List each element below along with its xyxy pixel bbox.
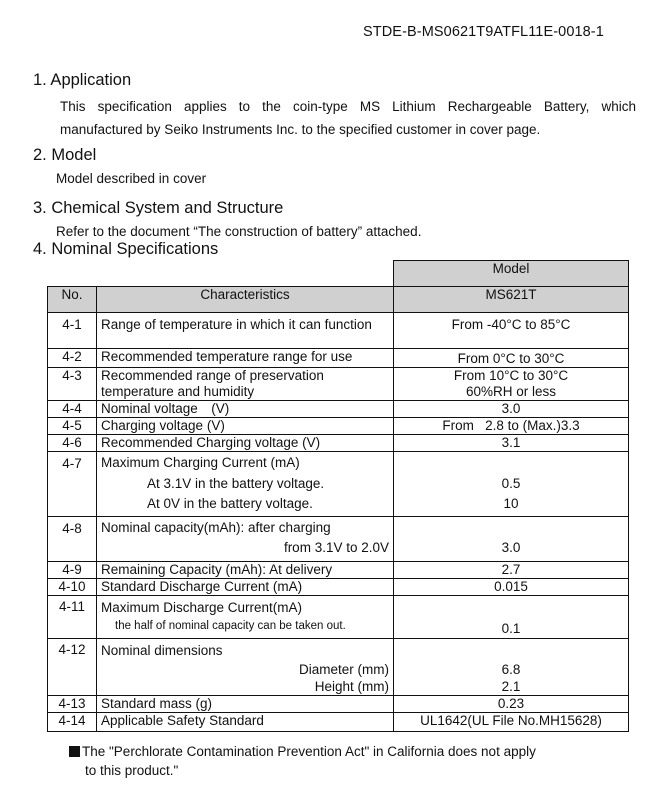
header-model: MS621T	[394, 287, 629, 313]
table-row: 4-10 Standard Discharge Current (mA) 0.015	[48, 578, 629, 595]
table-row: 4-12 Nominal dimensions Diameter (mm) Height (mm) 6.8 2.1	[48, 638, 629, 695]
table-row: 4-13 Standard mass (g) 0.23	[48, 695, 629, 712]
header-characteristics: Characteristics	[97, 287, 394, 313]
specifications-table	[47, 260, 629, 732]
square-bullet-icon	[69, 746, 80, 757]
section-heading-application: 1. Application	[33, 71, 132, 89]
table-row: 4-6 Recommended Charging voltage (V) 3.1	[48, 435, 629, 452]
header-no: No.	[48, 287, 97, 313]
table-row: 4-3 Recommended range of preservation temperature and humidity From 10°C to 30°C 60%RH or less	[48, 368, 629, 401]
table-row: 4-11 Maximum Discharge Current(mA) the half of nominal capacity can be taken out. 0.1	[48, 595, 629, 638]
application-text: This specification applies to the coin-type MS Lithium Rechargeable Battery, which manufactured by Seiko Instruments Inc. to the specified customer in cover page.	[60, 99, 636, 137]
table-row: 4-14 Applicable Safety Standard UL1642(UL File No.MH15628)	[48, 712, 629, 731]
header-model-label: Model	[394, 261, 629, 287]
table-row: 4-2 Recommended temperature range for use From 0°C to 30°C	[48, 349, 629, 368]
document-id: STDE-B-MS0621T9ATFL11E-0018-1	[363, 24, 604, 40]
table-row: 4-1 Range of temperature in which it can function From -40°C to 85°C	[48, 313, 629, 349]
section-heading-nominal-specs: 4. Nominal Specifications	[33, 240, 219, 258]
table-row: 4-7 Maximum Charging Current (mA) At 3.1V in the battery voltage. At 0V in the battery voltage. 0.5 10	[48, 452, 629, 517]
table-row: 4-9 Remaining Capacity (mAh): At delivery 2.7	[48, 561, 629, 578]
table-row: 4-5 Charging voltage (V) From 2.8 to (Max.)3.3	[48, 418, 629, 435]
perchlorate-note: The "Perchlorate Contamination Prevention Act" in California does not apply to this product."	[69, 742, 536, 780]
table-row: 4-8 Nominal capacity(mAh): after charging from 3.1V to 2.0V 3.0	[48, 516, 629, 561]
table-row: 4-4 Nominal voltage (V) 3.0	[48, 401, 629, 418]
section-heading-chemical-system: 3. Chemical System and Structure	[33, 199, 284, 217]
model-text: Model described in cover	[56, 171, 207, 186]
chemical-system-text: Refer to the document “The construction of battery” attached.	[56, 224, 422, 239]
section-heading-model: 2. Model	[33, 146, 97, 164]
